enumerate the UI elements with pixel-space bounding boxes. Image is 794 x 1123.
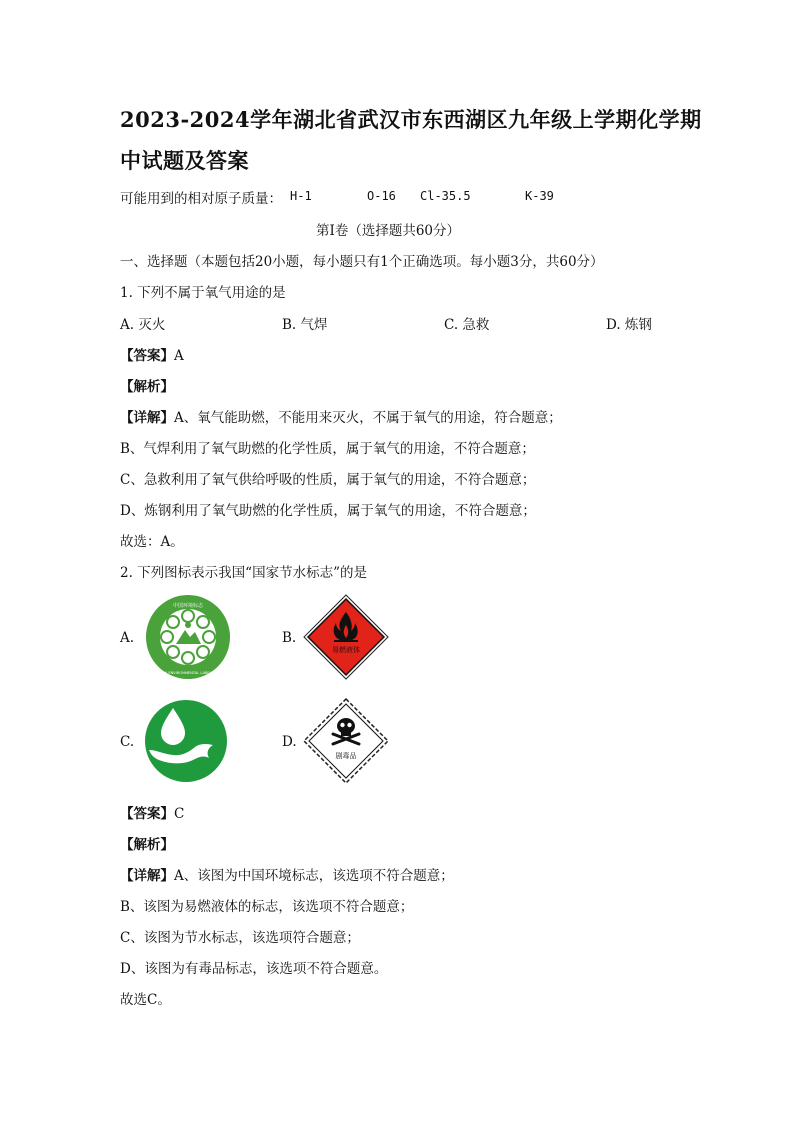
q2-conclusion: 故选C。	[120, 992, 171, 1008]
document-title-line2: 中试题及答案	[120, 148, 249, 173]
q2-detail-line-4: D、该图为有毒品标志，该选项不符合题意。	[120, 961, 388, 977]
q1-stem: 1. 下列不属于氧气用途的是	[120, 285, 286, 301]
q1-detail-text-1: A、氧气能助燃，不能用来灭火，不属于氧气的用途，符合题意；	[174, 410, 562, 426]
section-title: 一、选择题（本题包括20小题，每小题只有1个正确选项。每小题3分，共60分）	[120, 254, 604, 270]
atomic-mass-o: O-16	[367, 189, 396, 203]
q2-stem: 2. 下列图标表示我国“国家节水标志”的是	[120, 565, 367, 581]
toxic-substance-sign-icon	[303, 698, 389, 784]
q1-answer: A	[174, 348, 184, 364]
sign-a-ring-text: 中国环境标志	[172, 603, 204, 609]
sign-d-text: 剧毒品	[335, 752, 357, 760]
q2-analysis-tag: 【解析】	[120, 837, 174, 853]
q1-detail-line-3: C、急救利用了氧气供给呼吸的性质，属于氧气的用途，不符合题意；	[120, 472, 536, 488]
document-title-line1: 2023-2024学年湖北省武汉市东西湖区九年级上学期化学期	[120, 107, 702, 132]
q2-option-b-label: B.	[282, 630, 297, 646]
q2-answer: C	[174, 806, 185, 822]
q2-answer-tag: 【答案】	[120, 806, 174, 822]
q2-detail-text-1: A、该图为中国环境标志，该选项不符合题意；	[174, 868, 454, 884]
q1-detail-tag: 【详解】	[120, 410, 174, 426]
atomic-mass-label: 可能用到的相对原子质量：	[120, 191, 282, 207]
q1-option-d: D. 炼钢	[606, 317, 652, 333]
q1-option-a: A. 灭火	[120, 317, 166, 333]
q1-detail-line-4: D、炼钢利用了氧气助燃的化学性质，属于氧气的用途，不符合题意；	[120, 503, 536, 519]
q2-detail-tag: 【详解】	[120, 868, 174, 884]
sign-a-ring-text-2: CHINA ENVIRONMENTAL LABELLING	[155, 671, 221, 675]
q1-option-c: C. 急救	[444, 317, 490, 333]
q2-detail-line-2: B、该图为易燃液体的标志，该选项不符合题意；	[120, 899, 414, 915]
q2-detail-line-3: C、该图为节水标志，该选项符合题意；	[120, 930, 360, 946]
q1-conclusion: 故选：A。	[120, 534, 184, 550]
q1-option-b: B. 气焊	[282, 317, 328, 333]
volume-title: 第I卷（选择题共60分）	[316, 223, 461, 239]
q2-detail-line-1	[120, 864, 454, 884]
q1-detail-line-2: B、气焊利用了氧气助燃的化学性质，属于氧气的用途，不符合题意；	[120, 441, 535, 457]
q2-option-c-label: C.	[120, 734, 135, 750]
atomic-mass-cl: Cl-35.5	[420, 189, 471, 203]
q1-detail-line-1	[120, 406, 562, 426]
atomic-mass-h: H-1	[290, 189, 312, 203]
atomic-mass-k: K-39	[525, 189, 554, 203]
china-environmental-label-icon	[143, 594, 233, 680]
water-saving-sign-icon	[143, 698, 229, 784]
q1-answer-tag: 【答案】	[120, 348, 174, 364]
q1-analysis-tag: 【解析】	[120, 379, 174, 395]
q2-option-d-label: D.	[282, 734, 297, 750]
flammable-liquid-sign-icon	[303, 594, 389, 680]
q1-answer-line	[120, 344, 184, 364]
sign-b-text: 易燃液体	[332, 646, 360, 654]
q2-answer-line	[120, 802, 184, 822]
q2-option-a-label: A.	[120, 630, 135, 646]
